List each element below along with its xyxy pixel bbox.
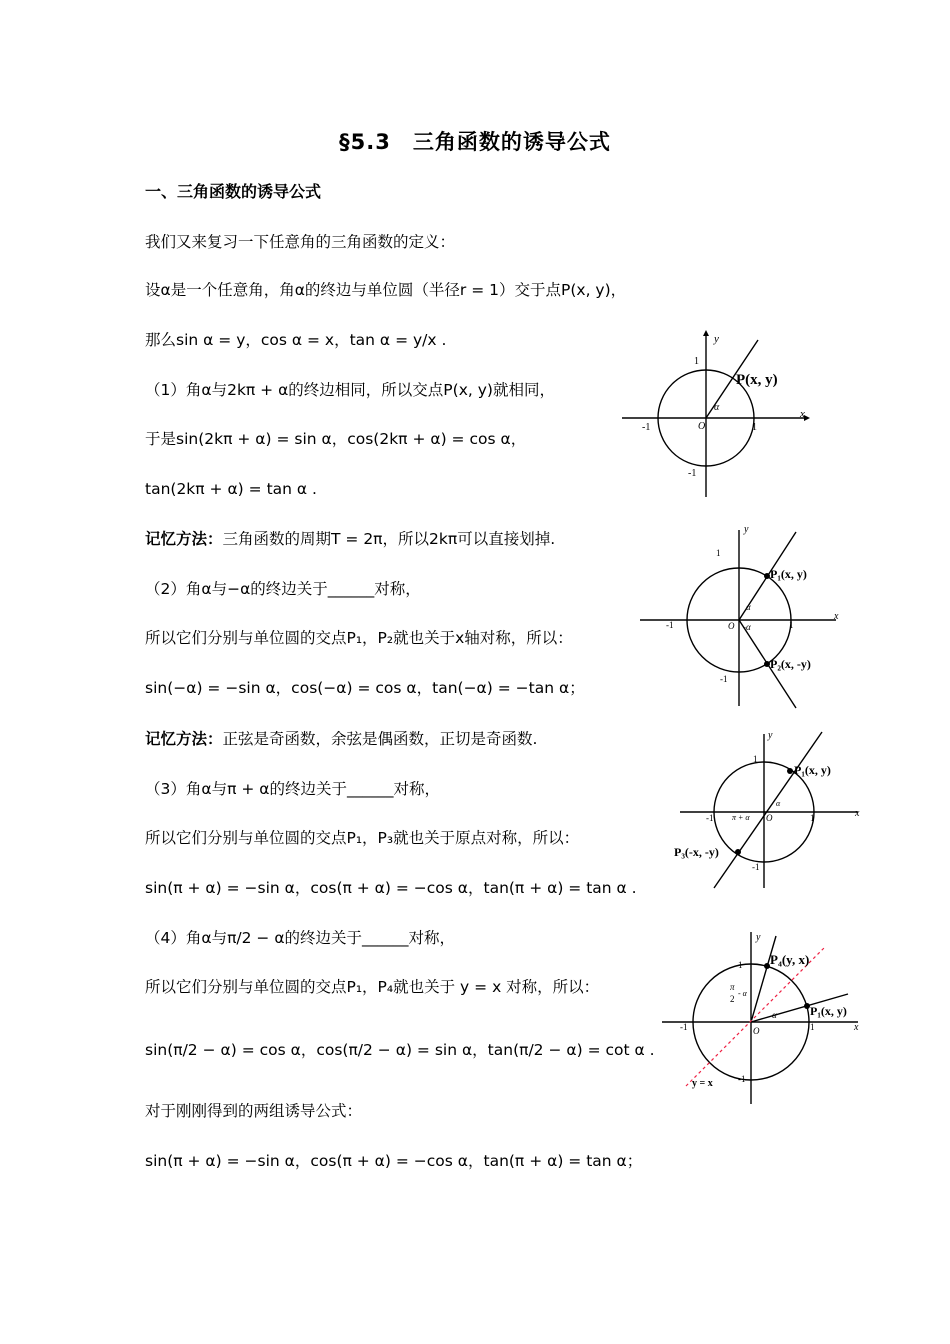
- tick-label: 1: [789, 620, 794, 630]
- line-label: y = x: [692, 1078, 713, 1089]
- y-axis-label: y: [714, 333, 719, 345]
- case1-formula-2: tan(2kπ + α) = tan α .: [145, 480, 317, 498]
- tick-label: 1: [810, 1022, 815, 1032]
- memory-text: 三角函数的周期T = 2π，所以2kπ可以直接划掉.: [222, 530, 556, 548]
- point-p1-label: P₁(x, y): [810, 1004, 847, 1018]
- point-label: P(x, y): [736, 372, 778, 388]
- origin-label: O: [698, 421, 706, 432]
- definition-line-2: 那么sin α = y，cos α = x，tan α = y/x .: [145, 331, 447, 349]
- half-pi-numerator: π: [730, 982, 735, 992]
- point-p1-label: P₁(x, y): [770, 567, 807, 581]
- x-axis-label: x: [855, 808, 860, 819]
- case2-explanation: 所以它们分别与单位圆的交点P₁，P₂就也关于x轴对称，所以：: [145, 629, 573, 647]
- case1-formula-1: 于是sin(2kπ + α) = sin α，cos(2kπ + α) = cos α，: [145, 430, 527, 448]
- case4-explanation: 所以它们分别与单位圆的交点P₁，P₄就也关于 y = x 对称，所以：: [145, 978, 600, 996]
- angle-label: α: [772, 1010, 777, 1020]
- y-axis-label: y: [768, 730, 773, 741]
- origin-label: O: [753, 1026, 760, 1036]
- case2-formula: sin(−α) = −sin α，cos(−α) = cos α，tan(−α) = −tan α；: [145, 679, 585, 697]
- tick-label: -1: [680, 1022, 688, 1032]
- pi-plus-alpha-label: π + α: [732, 813, 750, 822]
- unit-circle-figure-2: [636, 522, 846, 712]
- summary-text: 对于刚刚得到的两组诱导公式：: [145, 1102, 363, 1120]
- unit-circle-figure-4: [658, 926, 868, 1106]
- tick-label: 1: [753, 754, 758, 764]
- angle-label: α: [776, 799, 781, 808]
- tick-label: 1: [738, 960, 743, 970]
- case3-formula: sin(π + α) = −sin α，cos(π + α) = −cos α，tan(π + α) = tan α .: [145, 879, 637, 897]
- tick-label: 1: [716, 548, 721, 558]
- case3-statement: （3）角α与π + α的终边关于______对称，: [145, 780, 440, 798]
- angle-label: α: [714, 402, 720, 413]
- tick-label: 1: [810, 813, 815, 823]
- x-axis-label: x: [834, 611, 839, 622]
- unit-circle-figure-1: [618, 330, 818, 500]
- x-axis-label: x: [800, 408, 805, 420]
- case1-statement: （1）角α与2kπ + α的终边相同，所以交点P(x, y)就相同，: [145, 381, 555, 399]
- half-pi-denominator: 2: [730, 994, 735, 1004]
- case2-statement: （2）角α与−α的终边关于______对称，: [145, 580, 421, 598]
- y-axis-label: y: [756, 932, 761, 943]
- memory-label: 记忆方法：: [145, 530, 223, 548]
- point-p4-label: P₄(y, x): [770, 952, 810, 967]
- memory-tip-2: [145, 727, 537, 751]
- case4-formula: sin(π/2 − α) = cos α，cos(π/2 − α) = sin α，tan(π/2 − α) = cot α .: [145, 1041, 655, 1059]
- tick-label: -1: [738, 1074, 746, 1084]
- memory-tip-1: [145, 527, 555, 551]
- tick-label: -1: [642, 422, 651, 433]
- origin-label: O: [728, 621, 735, 631]
- x-axis-label: x: [854, 1022, 859, 1033]
- page-title: §5.3 三角函数的诱导公式: [339, 130, 611, 154]
- memory-label: 记忆方法：: [145, 730, 223, 748]
- tick-label: 1: [694, 356, 699, 367]
- section-heading: 一、三角函数的诱导公式: [145, 182, 322, 201]
- memory-text: 正弦是奇函数，余弦是偶函数，正切是奇函数.: [222, 730, 538, 748]
- point-p2-label: P₂(x, -y): [770, 657, 811, 671]
- case3-explanation: 所以它们分别与单位圆的交点P₁，P₃就也关于原点对称，所以：: [145, 829, 580, 847]
- point-p3-label: P₃(-x, -y): [674, 845, 719, 859]
- tick-label: -1: [706, 813, 714, 823]
- tick-label: -1: [688, 468, 697, 479]
- minus-alpha-label: - α: [738, 989, 747, 998]
- intro-text: 我们又来复习一下任意角的三角函数的定义：: [145, 233, 456, 251]
- tick-label: -1: [720, 674, 728, 684]
- definition-line-1: 设α是一个任意角，角α的终边与单位圆（半径r = 1）交于点P(x, y)，: [145, 281, 627, 299]
- tick-label: -1: [752, 862, 760, 872]
- y-axis-label: y: [744, 524, 749, 535]
- case4-statement: （4）角α与π/2 − α的终边关于______对称，: [145, 929, 456, 947]
- angle-label: α: [746, 602, 751, 612]
- neg-angle-label: -α: [743, 622, 751, 632]
- point-p1-label: P₁(x, y): [794, 763, 831, 777]
- origin-label: O: [766, 813, 773, 823]
- summary-formula: sin(π + α) = −sin α，cos(π + α) = −cos α，tan(π + α) = tan α；: [145, 1152, 643, 1170]
- unit-circle-figure-3: [672, 728, 867, 893]
- tick-label: -1: [666, 620, 674, 630]
- tick-label: 1: [752, 422, 757, 433]
